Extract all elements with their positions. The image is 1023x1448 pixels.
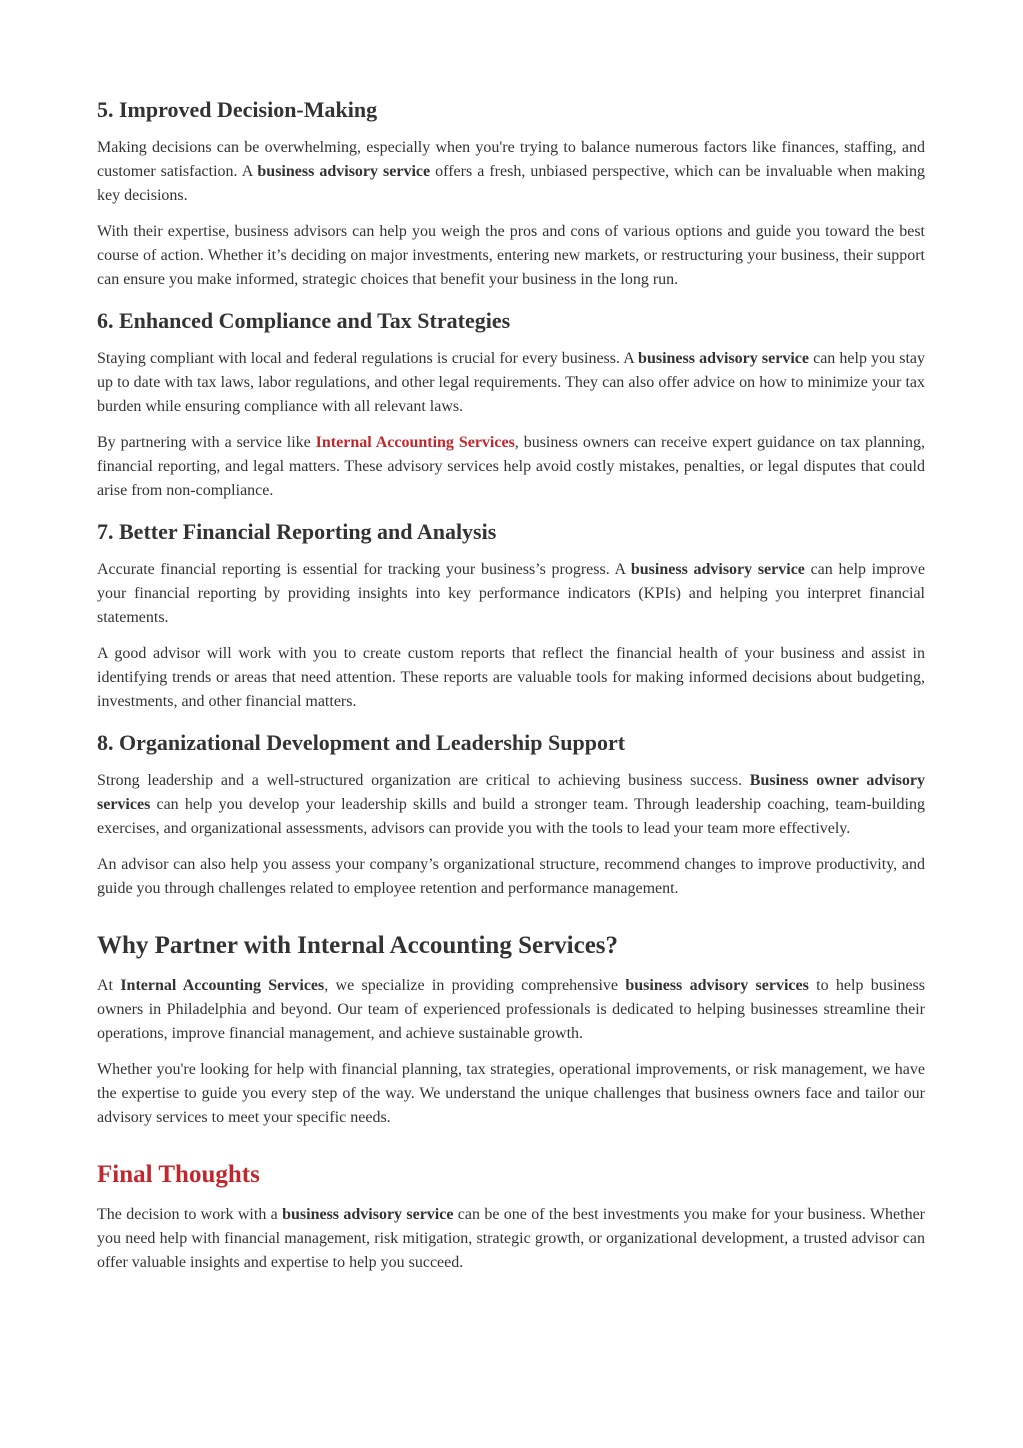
section-heading-decision-making: 5. Improved Decision-Making xyxy=(97,97,378,122)
section-heading-leadership: 8. Organizational Development and Leadership Support xyxy=(97,730,626,755)
bold-term: business advisory service xyxy=(638,350,809,367)
text-run: , we specialize in providing comprehensive xyxy=(324,977,626,994)
why-partner-heading: Why Partner with Internal Accounting Services? xyxy=(97,932,619,959)
bold-term: Business owner advisory services xyxy=(97,772,926,813)
bold-term: business advisory service xyxy=(257,163,431,180)
text-run: Strong leadership and a well-structured organization are critical to achieving business success. xyxy=(97,772,750,789)
paragraph xyxy=(97,558,925,630)
paragraph: With their expertise, business advisors can help you weigh the pros and cons of various options and guide you toward the best course of action. Whether it’s deciding on major investments, entering new markets, or restructuring your business, their support can ensure you make informed, strategic choices that benefit your business in the long run. xyxy=(97,223,925,288)
bold-term: business advisory services xyxy=(625,977,809,994)
text-run: , business owners can receive expert guidance on tax planning, financial reporting, and legal matters. These advisory services help avoid costly mistakes, penalties, or legal disputes that could arise from non-compliance. xyxy=(97,434,925,499)
text-run: offers a fresh, unbiased perspective, which can be invaluable when making key decisions. xyxy=(97,163,926,204)
text-run: can help you develop your leadership skills and build a stronger team. Through leadership coaching, team-building exercises, and organizational assessments, advisors can provide you with the tools to lead your team more effectively. xyxy=(97,796,925,837)
text-run: Staying compliant with local and federal regulations is crucial for every business. A xyxy=(97,350,639,367)
final-thoughts-heading: Final Thoughts xyxy=(97,1161,260,1188)
text-run: can be one of the best investments you make for your business. Whether you need help with financial management, risk mitigation, strategic growth, or organizational development, a trusted advisor can offer valuable insights and expertise to help you succeed. xyxy=(97,1206,926,1271)
text-run: At xyxy=(97,977,121,994)
paragraph xyxy=(97,431,925,503)
paragraph xyxy=(97,769,925,841)
text-run: Accurate financial reporting is essential for tracking your business’s progress. A xyxy=(97,561,631,578)
section-heading-financial-reporting: 7. Better Financial Reporting and Analysis xyxy=(97,519,497,544)
paragraph: A good advisor will work with you to create custom reports that reflect the financial health of your business and assist in identifying trends or areas that need attention. These reports are valuable tools for making informed decisions about budgeting, investments, and other financial matters. xyxy=(97,645,925,710)
paragraph: Whether you're looking for help with financial planning, tax strategies, operational improvements, or risk management, we have the expertise to guide you every step of the way. We understand the unique challenges that business owners face and tailor our advisory services to meet your specific needs. xyxy=(97,1061,925,1126)
paragraph: An advisor can also help you assess your company’s organizational structure, recommend changes to improve productivity, and guide you through challenges related to employee retention and performance management. xyxy=(97,856,925,897)
text-run: By partnering with a service like xyxy=(97,434,316,451)
internal-accounting-services-link[interactable]: Internal Accounting Services xyxy=(315,434,515,451)
paragraph xyxy=(97,136,925,208)
paragraph xyxy=(97,1203,925,1275)
bold-term: Internal Accounting Services xyxy=(120,977,325,994)
text-run: can help you stay up to date with tax laws, labor regulations, and other legal requirements. They can also offer advice on how to minimize your tax burden while ensuring compliance with all relevant laws. xyxy=(97,350,925,415)
bold-term: business advisory service xyxy=(630,561,805,578)
text-run: can help improve your financial reporting by providing insights into key performance indicators (KPIs) and helping you interpret financial statements. xyxy=(97,561,926,626)
text-run: The decision to work with a xyxy=(97,1206,283,1223)
paragraph xyxy=(97,347,925,419)
paragraph xyxy=(97,974,925,1046)
text-run: to help business owners in Philadelphia and beyond. Our team of experienced professionals is dedicated to helping businesses streamline their operations, improve financial management, and achieve sustainable growth. xyxy=(97,977,925,1042)
bold-term: business advisory service xyxy=(282,1206,454,1223)
text-run: Making decisions can be overwhelming, especially when you're trying to balance numerous factors like finances, staffing, and customer satisfaction. A xyxy=(97,139,925,180)
section-heading-compliance: 6. Enhanced Compliance and Tax Strategies xyxy=(97,308,511,333)
